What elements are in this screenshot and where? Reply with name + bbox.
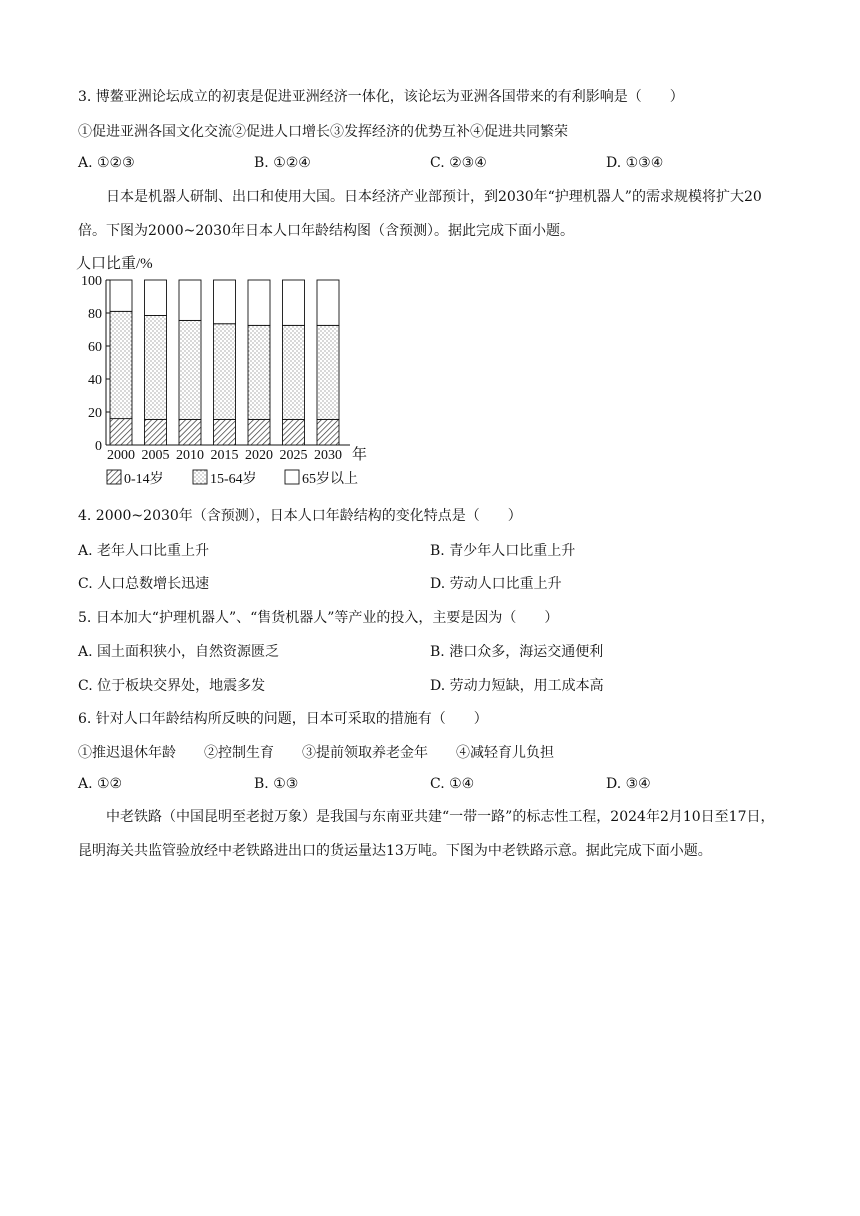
x-tick-label: 2005 [141,448,170,463]
bar-segment-dots [317,325,339,419]
q4-option-b: B. 青少年人口比重上升 [430,543,576,559]
q3-stem: 3. 博鳌亚洲论坛成立的初衷是促进亚洲经济一体化，该论坛为亚洲各国带来的有利影响是（ ） [78,89,684,105]
intro-paragraph-railway: 中老铁路（中国昆明至老挝万象）是我国与东南亚共建“一带一路”的标志性工程，2024年2月10日至17日，昆明海关共监管验放经中老铁路进出口的货运量达13万吨。下图为中老铁路示意。据此完成下面小题。 [78,809,775,859]
x-tick-label: 2010 [176,448,204,463]
y-tick-label: 80 [88,307,102,322]
bar-segment-dots [283,325,305,419]
y-tick-label: 20 [88,406,102,421]
q6-option-a: A. ①② [78,776,123,792]
bar-segment-blank [145,280,167,315]
q3-option-a: A. ①②③ [78,155,135,171]
q5-option-b: B. 港口众多，海运交通便利 [430,644,604,660]
bar-segment-dots [145,315,167,419]
q5-stem: 5. 日本加大“护理机器人”、“售货机器人”等产业的投入，主要是因为（ ） [78,610,559,626]
legend-swatch [193,470,207,484]
q5-option-d: D. 劳动力短缺，用工成本高 [430,678,604,694]
q3-option-d: D. ①③④ [606,155,664,171]
q4-stem: 4. 2000~2030年（含预测），日本人口年龄结构的变化特点是（ ） [78,508,522,524]
legend-swatch [285,470,299,484]
population-structure-chart [70,252,380,492]
bar-segment-blank [248,280,270,325]
x-tick-label: 2025 [279,448,308,463]
q4-option-d: D. 劳动人口比重上升 [430,576,562,592]
y-tick-label: 40 [88,373,102,388]
y-tick-label: 60 [88,340,102,355]
bar-segment-hatch [145,419,167,445]
q6-items: ①推迟退休年龄 ②控制生育 ③提前领取养老金年 ④减轻育儿负担 [78,745,554,761]
bar-segment-blank [179,280,201,320]
x-axis-label: 年 [352,447,368,463]
legend-label: 15-64岁 [210,472,257,487]
y-tick-label: 100 [81,274,102,289]
bar-segment-hatch [283,419,305,445]
q6-stem: 6. 针对人口年龄结构所反映的问题，日本可采取的措施有（ ） [78,711,488,727]
q6-option-b: B. ①③ [254,776,299,792]
intro-paragraph-japan: 日本是机器人研制、出口和使用大国。日本经济产业部预计，到2030年“护理机器人”的需求规模将扩大20倍。下图为2000~2030年日本人口年龄结构图（含预测）。据此完成下面小题。 [78,189,762,239]
bar-segment-blank [214,280,236,324]
bar-segment-blank [317,280,339,325]
x-tick-label: 2020 [245,448,273,463]
q5-option-a: A. 国土面积狭小，自然资源匮乏 [78,644,280,660]
q4-option-a: A. 老年人口比重上升 [78,543,210,559]
bar-segment-hatch [110,419,132,445]
y-axis-label: 人口比重/% [76,256,153,272]
legend-label: 65岁以上 [302,472,358,487]
bar-segment-hatch [214,419,236,445]
x-tick-label: 2000 [107,448,135,463]
q3-option-c: C. ②③④ [430,155,487,171]
q3-items: ①促进亚洲各国文化交流②促进人口增长③发挥经济的优势互补④促进共同繁荣 [78,124,568,140]
q6-option-d: D. ③④ [606,776,651,792]
x-tick-label: 2030 [314,448,342,463]
q5-option-c: C. 位于板块交界处，地震多发 [78,678,266,694]
bar-segment-dots [248,325,270,419]
legend-label: 0-14岁 [124,472,164,487]
bar-segment-hatch [248,419,270,445]
bar-segment-hatch [317,419,339,445]
q3-option-b: B. ①②④ [254,155,311,171]
bar-segment-dots [110,311,132,418]
y-tick-label: 0 [95,439,102,454]
bar-segment-dots [214,324,236,420]
q4-option-c: C. 人口总数增长迅速 [78,576,210,592]
legend-swatch [107,470,121,484]
bar-segment-dots [179,320,201,419]
x-tick-label: 2015 [210,448,239,463]
q6-option-c: C. ①④ [430,776,475,792]
bar-segment-blank [283,280,305,325]
bar-segment-blank [110,280,132,311]
bar-segment-hatch [179,419,201,445]
